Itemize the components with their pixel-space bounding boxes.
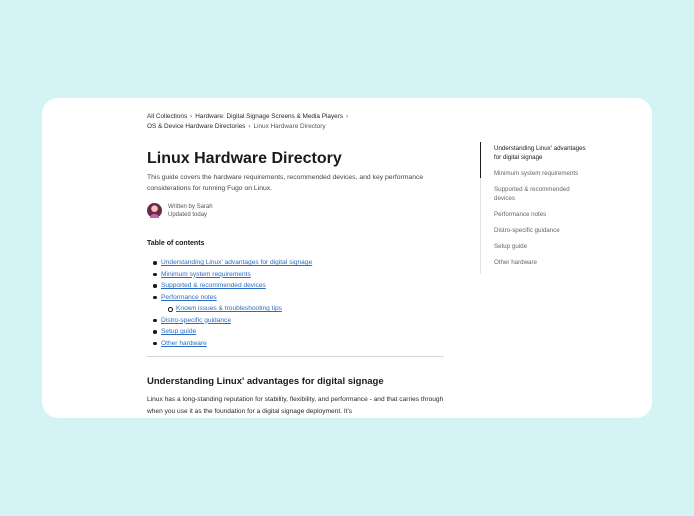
list-item (147, 339, 312, 351)
section-heading: Understanding Linux' advantages for digital signage (147, 376, 384, 387)
sidenav-item-distro[interactable]: Distro-specific guidance (494, 227, 560, 234)
sidenav-item-devices[interactable]: Supported & recommended devices (494, 186, 570, 202)
toc-link[interactable]: Understanding Linux' advantages for digital signage (161, 259, 313, 266)
list-item (147, 304, 312, 316)
toc-link[interactable]: Distro-specific guidance (161, 316, 231, 324)
chevron-right-icon: › (248, 123, 251, 130)
list-item (147, 293, 312, 305)
list-item (147, 258, 312, 270)
list-item (147, 327, 312, 339)
article-card (42, 98, 652, 418)
sidenav-item-setup[interactable]: Setup guide (494, 243, 528, 250)
page-title: Linux Hardware Directory (147, 150, 342, 167)
breadcrumb-os-device[interactable]: OS & Device Hardware Directories (147, 123, 246, 130)
toc-link[interactable]: Supported & recommended devices (161, 282, 266, 289)
list-item (147, 316, 312, 328)
sidenav-item-performance[interactable]: Performance notes (494, 211, 547, 218)
section-body: Linux has a long-standing reputation for stability, flexibility, and performance - and that carries through when you use it as the foundation for a digital signage deployment. It's (147, 396, 444, 415)
divider (147, 356, 444, 357)
written-by: Written by Sarah (168, 204, 213, 210)
author-avatar (147, 203, 162, 218)
chevron-right-icon: › (190, 113, 193, 120)
list-item (147, 281, 312, 293)
toc-link[interactable]: Known issues & troubleshooting tips (176, 305, 282, 312)
toc-link[interactable]: Performance notes (161, 293, 217, 301)
toc-link[interactable]: Minimum system requirements (161, 270, 251, 278)
breadcrumb-current: Linux Hardware Directory (253, 123, 326, 130)
page-subtitle: This guide covers the hardware requirements, recommended devices, and key performance considerations for running Fugo on Linux. (147, 174, 424, 192)
sidenav-item-requirements[interactable]: Minimum system requirements (494, 170, 579, 177)
sidenav-item-advantages[interactable]: Understanding Linux' advantages for digital signage (481, 144, 591, 162)
table-of-contents (147, 258, 312, 350)
toc-link[interactable]: Other hardware (161, 339, 207, 347)
chevron-right-icon: › (346, 113, 349, 120)
toc-link[interactable]: Setup guide (161, 328, 197, 335)
author-text (168, 203, 213, 219)
list-item (147, 270, 312, 282)
breadcrumb (147, 112, 447, 132)
sidenav-item-other[interactable]: Other hardware (494, 259, 537, 266)
breadcrumb-hardware[interactable]: Hardware: Digital Signage Screens & Media Players (195, 113, 344, 120)
updated-date: Updated today (168, 212, 208, 218)
side-navigation (480, 144, 591, 274)
breadcrumb-all-collections[interactable]: All Collections (147, 113, 188, 120)
toc-title: Table of contents (147, 240, 205, 247)
